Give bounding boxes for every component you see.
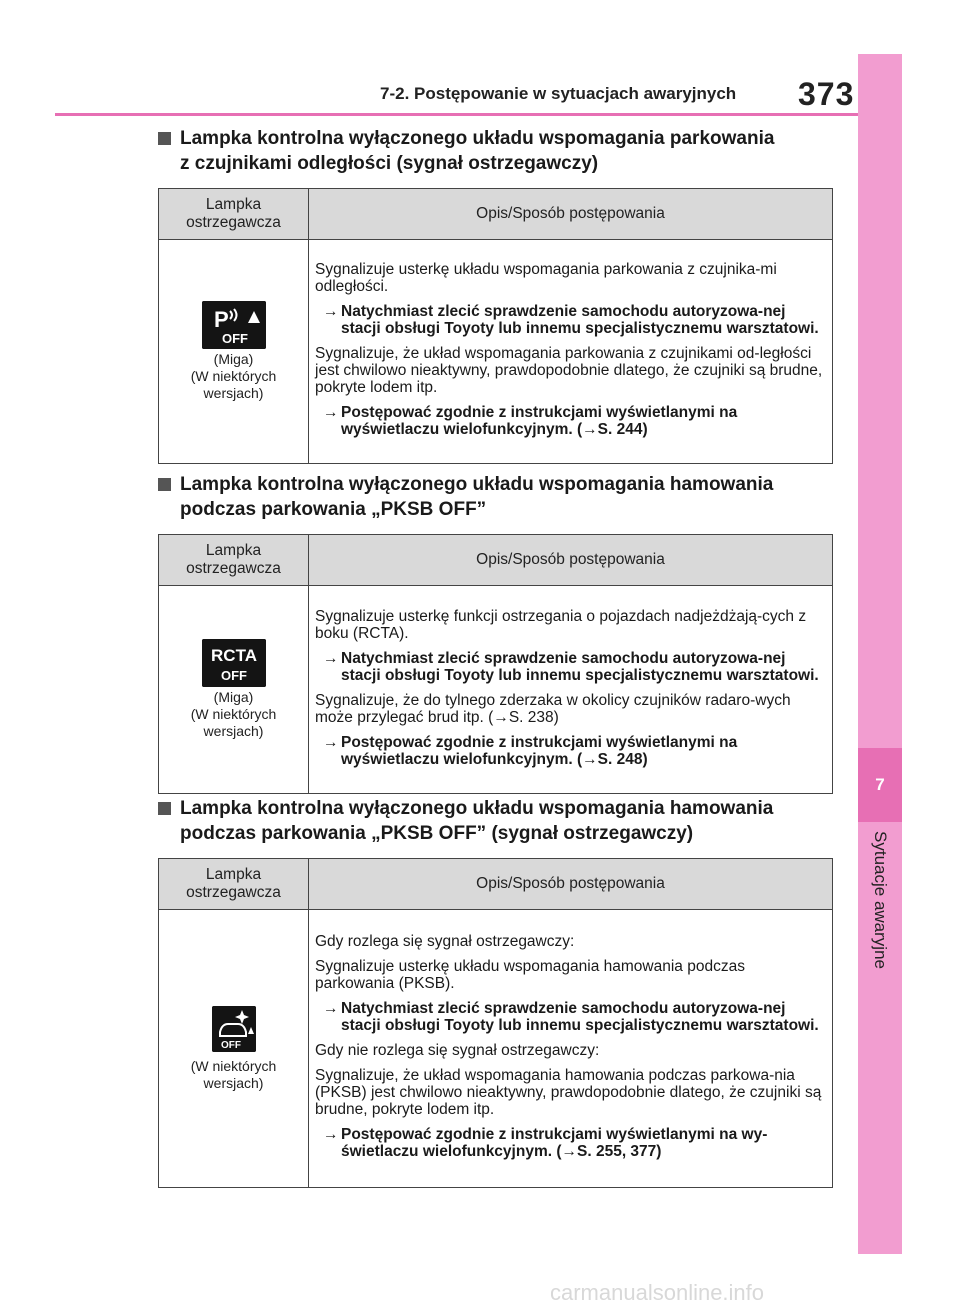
heading-line: Lampka kontrolna wyłączonego układu wspomagania parkowania [180, 128, 775, 149]
section-parking-sensor [158, 126, 833, 464]
section-heading [158, 126, 833, 176]
heading-line: Lampka kontrolna wyłączonego układu wspomagania hamowania [180, 798, 774, 819]
arrow-right-icon: → [323, 303, 339, 320]
header-divider [55, 113, 859, 116]
section-heading [158, 796, 833, 846]
column-header-description: Opis/Sposób postępowania [309, 535, 833, 586]
column-header-lamp: Lampka ostrzegawcza [159, 535, 309, 586]
description-text: Gdy rozlega się sygnał ostrzegawczy: [315, 933, 575, 950]
action-text: Natychmiast zlecić sprawdzenie samochodu autoryzowa-nej stacji obsługi Toyoty lub innemu specjalistycznemu warsztatowi. [341, 1000, 819, 1034]
column-header-lamp: Lampka ostrzegawcza [159, 859, 309, 910]
chapter-label: Sytuacje awaryjne [871, 831, 890, 969]
description-text: Sygnalizuje, że układ wspomagania hamowania podczas parkowa-nia (PKSB) jest chwilowo nieaktywny, prawdopodobnie dlatego, że czujniki są brudne, pokryte lodem itp. [315, 1067, 822, 1118]
heading-line: podczas parkowania „PKSB OFF” [180, 499, 487, 520]
description-cell [309, 586, 833, 794]
description-text: Sygnalizuje, że układ wspomagania parkowania z czujnikami od-ległości jest chwilowo nieaktywny, prawdopodobnie dlatego, że czujniki są brudne, pokryte lodem itp. [315, 345, 823, 396]
svg-text:OFF: OFF [220, 668, 247, 683]
heading-line: z czujnikami odległości (sygnał ostrzegawczy) [180, 153, 599, 174]
svg-text:OFF: OFF [220, 1039, 241, 1051]
action-text: Postępować zgodnie z instrukcjami wyświetlanymi na wyświetlaczu wielofunkcyjnym. (→S. 248) [341, 733, 738, 768]
heading-line: Lampka kontrolna wyłączonego układu wspomagania hamowania [180, 474, 774, 495]
warning-table [158, 188, 833, 464]
action-item [315, 1126, 826, 1160]
description-cell [309, 240, 833, 464]
svg-text:RCTA: RCTA [210, 646, 257, 665]
arrow-right-icon: → [323, 649, 339, 667]
action-text: Natychmiast zlecić sprawdzenie samochodu autoryzowa-nej stacji obsługi Toyoty lub innemu specjalistycznemu warsztatowi. [341, 303, 819, 337]
section-rcta [158, 472, 833, 794]
arrow-right-icon: → [323, 1000, 339, 1017]
action-text: Postępować zgodnie z instrukcjami wyświetlanymi na wy-świetlaczu wielofunkcyjnym. (→S. 255, 377) [341, 1126, 768, 1160]
page-number: 373 [798, 76, 855, 112]
chapter-side-tab [858, 54, 902, 1254]
description-text: Sygnalizuje usterkę funkcji ostrzegania o pojazdach nadjeżdżają-cych z boku (RCTA). [315, 607, 807, 642]
heading-line: podczas parkowania „PKSB OFF” (sygnał ostrzegawczy) [180, 823, 694, 844]
action-text: Postępować zgodnie z instrukcjami wyświetlanymi na wyświetlaczu wielofunkcyjnym. (→S. 244) [341, 404, 738, 438]
arrow-right-icon: → [323, 404, 339, 421]
lamp-cell [159, 586, 309, 794]
svg-text:P: P [213, 307, 229, 332]
arrow-right-icon: → [323, 1126, 339, 1143]
lamp-note-versions: (W niektórych wersjach) [190, 368, 277, 401]
action-item [315, 650, 826, 684]
action-item [315, 303, 826, 337]
warning-table [158, 858, 833, 1188]
svg-text:OFF: OFF [221, 331, 248, 346]
heading-bullet [158, 478, 171, 491]
watermark: carmanualsonline.info [550, 1280, 765, 1305]
description-cell [309, 910, 833, 1188]
lamp-cell [159, 910, 309, 1188]
description-text: Sygnalizuje, że do tylnego zderzaka w okolicy czujników radaro-wych może przylegać brud itp. (→S. 238) [315, 691, 791, 726]
lamp-cell [159, 240, 309, 464]
section-pksb [158, 796, 833, 1188]
action-text: Natychmiast zlecić sprawdzenie samochodu autoryzowa-nej stacji obsługi Toyoty lub innemu specjalistycznemu warsztatowi. [341, 649, 819, 684]
description-text: Sygnalizuje usterkę układu wspomagania parkowania z czujnika-mi odległości. [315, 261, 777, 295]
column-header-description: Opis/Sposób postępowania [309, 189, 833, 240]
description-text: Sygnalizuje usterkę układu wspomagania hamowania podczas parkowania (PKSB). [315, 958, 745, 992]
parking-sensor-off-icon [202, 301, 266, 349]
rcta-off-icon [202, 639, 266, 687]
lamp-note-versions: (W niektórych wersjach) [190, 1057, 277, 1091]
lamp-note-blink: (Miga) [213, 351, 254, 367]
lamp-note-blink: (Miga) [213, 689, 254, 705]
section-heading [158, 472, 833, 522]
pksb-off-icon [212, 1006, 256, 1052]
chapter-number: 7 [858, 748, 902, 822]
lamp-note-versions: (W niektórych wersjach) [190, 706, 277, 739]
description-text: Gdy nie rozlega się sygnał ostrzegawczy: [315, 1042, 600, 1059]
column-header-description: Opis/Sposób postępowania [309, 859, 833, 910]
warning-table [158, 534, 833, 794]
section-title: 7-2. Postępowanie w sytuacjach awaryjnych [380, 84, 737, 103]
action-item [315, 404, 826, 438]
action-item [315, 734, 826, 768]
action-item [315, 1000, 826, 1034]
heading-bullet [158, 802, 171, 815]
heading-bullet [158, 132, 171, 145]
arrow-right-icon: → [323, 733, 339, 751]
column-header-lamp: Lampka ostrzegawcza [159, 189, 309, 240]
